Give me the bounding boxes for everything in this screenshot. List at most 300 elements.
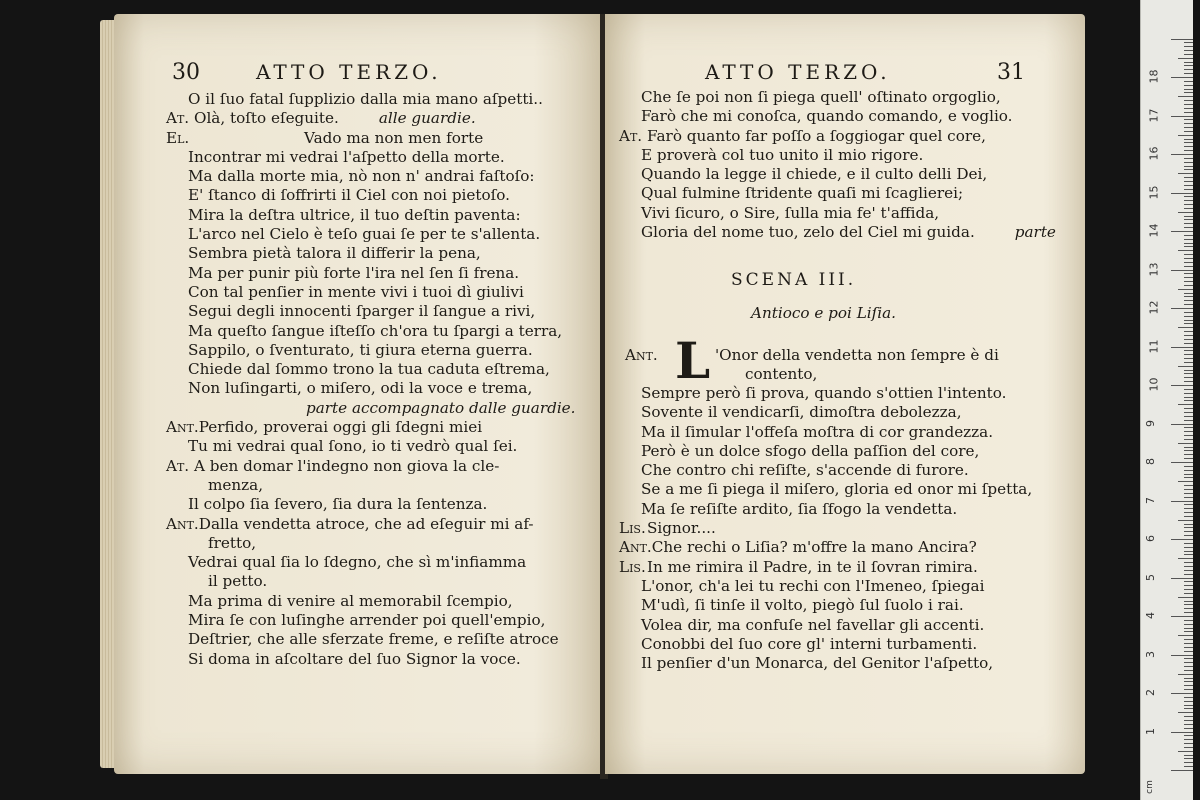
ruler-number: 13	[1147, 262, 1161, 276]
ruler-number: 6	[1144, 535, 1157, 542]
ruler-tick	[1184, 427, 1193, 428]
speaker-label: At.	[619, 126, 643, 145]
ruler-tick	[1184, 362, 1193, 363]
speaker-label: At.	[166, 109, 190, 128]
text-line	[166, 495, 576, 514]
page-number-left: 30	[172, 60, 200, 85]
ruler-tick	[1178, 58, 1193, 59]
ruler-tick	[1184, 485, 1193, 486]
ruler-tick	[1171, 308, 1193, 309]
ruler-number: 10	[1147, 377, 1161, 392]
ruler-tick	[1184, 89, 1193, 90]
ruler-tick	[1184, 343, 1193, 344]
ruler-number: 3	[1144, 650, 1157, 658]
text-line	[166, 264, 576, 283]
speaker-label: Ant.	[166, 514, 199, 533]
ruler-tick	[1184, 323, 1193, 324]
ruler-tick	[1184, 146, 1193, 147]
ruler-tick	[1178, 597, 1193, 598]
verse-text: O il ſuo fatal ſupplizio dalla mia mano aſpetti..	[188, 90, 543, 108]
ruler-tick	[1184, 681, 1193, 682]
ruler-tick	[1184, 639, 1193, 640]
scene-persons: Antioco e poi Liſia.	[751, 304, 897, 322]
ruler-tick	[1184, 108, 1193, 109]
ruler-tick	[1184, 177, 1193, 178]
text-line	[619, 616, 1032, 635]
ruler-tick	[1184, 512, 1193, 513]
ruler-tick	[1184, 516, 1193, 517]
ruler-tick	[1178, 404, 1193, 405]
ruler-tick	[1184, 547, 1193, 548]
ruler-tick	[1184, 320, 1193, 321]
verse-text: Volea dir, ma confuſe nel favellar gli accenti.	[641, 615, 985, 634]
ruler-tick	[1184, 435, 1193, 436]
text-line	[166, 476, 576, 495]
verse-text: Il penſier d'un Monarca, del Genitor l'aſpetto,	[641, 654, 994, 673]
ruler-tick	[1184, 454, 1193, 455]
ruler-tick	[1184, 554, 1193, 555]
ruler-number: 18	[1147, 69, 1161, 84]
ruler-tick	[1184, 447, 1193, 448]
ruler-tick	[1184, 69, 1193, 70]
verse-text: parte accompagnato dalle guardie.	[306, 398, 576, 417]
ruler-tick	[1184, 119, 1193, 120]
ruler-tick	[1184, 728, 1193, 729]
page-header-left: ATTO TERZO.	[256, 60, 442, 84]
ruler-tick	[1184, 589, 1193, 590]
ruler-tick	[1171, 616, 1193, 617]
ruler-tick	[1178, 481, 1193, 482]
ruler-tick	[1184, 158, 1193, 159]
ruler-tick	[1184, 127, 1193, 128]
verse-text: Segui degli innocenti ſparger il ſangue a rivi,	[188, 302, 536, 321]
ruler-tick	[1184, 196, 1193, 197]
ruler-tick	[1184, 724, 1193, 725]
text-line	[619, 88, 1056, 107]
ruler-tick	[1171, 39, 1193, 40]
ruler-tick	[1184, 123, 1193, 124]
text-line	[166, 225, 576, 244]
verse-text: Signor....	[647, 519, 716, 538]
ruler-tick	[1184, 162, 1193, 163]
ruler-tick	[1184, 277, 1193, 278]
ruler-tick	[1184, 239, 1193, 240]
text-line	[619, 223, 1056, 242]
text-line	[166, 399, 576, 418]
ruler-tick	[1184, 531, 1193, 532]
text-line	[619, 442, 1032, 461]
ruler-tick	[1171, 578, 1193, 579]
verse-text: Che rechi o Liſia? m'offre la mano Ancira?	[651, 538, 977, 557]
ruler-tick	[1184, 504, 1193, 505]
ruler-tick	[1184, 227, 1193, 228]
ruler-tick	[1184, 658, 1193, 659]
ruler-number: 15	[1147, 185, 1161, 199]
text-line	[619, 384, 1032, 403]
text-line	[166, 630, 576, 649]
ruler-tick	[1178, 289, 1193, 290]
verse-text: E proverà col tuo unito il mio rigore.	[641, 145, 924, 164]
ruler-tick	[1184, 370, 1193, 371]
ruler-tick	[1184, 535, 1193, 536]
verse-text: M'udì, ſi tinſe il volto, piegò ſul ſuolo i rai.	[641, 596, 964, 615]
ruler-number: 17	[1147, 108, 1161, 122]
ruler-tick	[1184, 585, 1193, 586]
text-line	[166, 322, 576, 341]
ruler-tick	[1184, 335, 1193, 336]
ruler-tick	[1184, 450, 1193, 451]
ruler-tick	[1184, 593, 1193, 594]
verse-text: Farò quanto far poſſo a ſoggiogar quel core,	[647, 126, 986, 145]
ruler-tick	[1171, 732, 1193, 733]
text-line	[619, 165, 1056, 184]
text-line	[619, 654, 1032, 673]
first-line: 'Onor della vendetta non ſempre è di	[715, 346, 999, 364]
ruler-tick	[1184, 628, 1193, 629]
text-line	[166, 186, 576, 205]
ruler-tick	[1184, 566, 1193, 567]
verse-text: Ma dalla morte mia, nò non n' andrai faſtoſo:	[188, 167, 535, 186]
ruler-number: 2	[1144, 689, 1157, 696]
ruler-tick	[1178, 250, 1193, 251]
ruler-tick	[1184, 185, 1193, 186]
text-line	[166, 302, 576, 321]
ruler-tick	[1184, 166, 1193, 167]
text-line	[619, 204, 1056, 223]
ruler-tick	[1184, 354, 1193, 355]
ruler-tick	[1184, 601, 1193, 602]
ruler-tick	[1184, 397, 1193, 398]
ruler-tick	[1184, 331, 1193, 332]
ruler-tick	[1184, 527, 1193, 528]
ruler-tick	[1184, 181, 1193, 182]
text-line	[166, 418, 576, 437]
text-line	[166, 109, 576, 128]
ruler-tick	[1171, 655, 1193, 656]
ruler-tick	[1184, 169, 1193, 170]
ruler-tick	[1184, 223, 1193, 224]
verse-text: A ben domar l'indegno non giova la cle-	[194, 456, 500, 475]
ruler-tick	[1184, 393, 1193, 394]
ruler-tick	[1184, 81, 1193, 82]
ruler-tick	[1184, 416, 1193, 417]
open-book	[100, 14, 1090, 782]
text-line	[166, 360, 576, 379]
ruler-tick	[1171, 347, 1193, 348]
verse-text: Sembra pietà talora il differir la pena,	[188, 244, 481, 263]
ruler-tick	[1184, 285, 1193, 286]
ruler-tick	[1178, 327, 1193, 328]
text-line	[166, 515, 576, 534]
ruler-tick	[1184, 624, 1193, 625]
ruler-tick	[1184, 562, 1193, 563]
ruler-tick	[1184, 139, 1193, 140]
text-line	[166, 90, 576, 109]
verse-text: Ma queſto ſangue iſteſſo ch'ora tu ſpargi a terra,	[188, 321, 563, 340]
drop-cap: L	[675, 331, 711, 390]
ruler-tick	[1184, 293, 1193, 294]
speaker-label: Lis.	[619, 519, 646, 538]
ruler-tick	[1184, 604, 1193, 605]
verse-text: Ma il ſimular l'offeſa moſtra di cor grandezza.	[641, 422, 994, 441]
ruler-tick	[1184, 266, 1193, 267]
ruler-tick	[1178, 674, 1193, 675]
scene-title: SCENA III.	[731, 270, 857, 290]
ruler-tick	[1184, 608, 1193, 609]
verse-text: Olà, toſto eſeguite.	[194, 109, 339, 128]
ruler-tick	[1184, 350, 1193, 351]
verse-text: Gloria del nome tuo, zelo del Ciel mi guida.	[641, 223, 975, 242]
text-line	[166, 592, 576, 611]
verse-text: il petto.	[208, 572, 268, 591]
ruler-tick	[1184, 258, 1193, 259]
text-line	[166, 650, 576, 669]
ruler-tick	[1184, 46, 1193, 47]
ruler-tick	[1184, 458, 1193, 459]
speaker-label: At.	[166, 456, 190, 475]
verse-text: Sappilo, o ſventurato, ti giura eterna guerra.	[188, 340, 533, 359]
verse-text: Se a me ſi piega il miſero, gloria ed onor mi ſpetta,	[641, 480, 1033, 499]
ruler-number: 5	[1144, 573, 1157, 581]
ruler-tick	[1178, 520, 1193, 521]
ruler-tick	[1184, 420, 1193, 421]
ruler-tick	[1184, 400, 1193, 401]
ruler-tick	[1184, 216, 1193, 217]
ruler-number: 12	[1147, 300, 1161, 315]
verse-text: Ma ſe reſiſte ardito, ſia ſfogo la vendetta.	[641, 499, 958, 518]
ruler-tick	[1184, 189, 1193, 190]
ruler-number: 7	[1144, 496, 1157, 504]
text-line	[619, 184, 1056, 203]
ruler-tick	[1184, 204, 1193, 205]
text-line	[166, 341, 576, 360]
ruler-number: 8	[1144, 458, 1157, 465]
ruler-tick	[1184, 42, 1193, 43]
verse-text: Chiede dal ſommo trono la tua caduta eſtrema,	[188, 360, 550, 379]
ruler-tick	[1171, 770, 1193, 771]
ruler-tick	[1184, 50, 1193, 51]
ruler-tick	[1184, 705, 1193, 706]
ruler-tick	[1184, 612, 1193, 613]
ruler-tick	[1184, 150, 1193, 151]
ruler-tick	[1178, 558, 1193, 559]
ruler-tick	[1178, 366, 1193, 367]
speaker-ant: Ant.	[625, 346, 658, 364]
ruler-tick	[1184, 439, 1193, 440]
ruler-tick	[1178, 635, 1193, 636]
speaker-label: El.	[166, 128, 190, 147]
ruler-tick	[1184, 708, 1193, 709]
ruler-tick	[1184, 235, 1193, 236]
verse-text: Incontrar mi vedrai l'aſpetto della morte.	[188, 147, 505, 166]
ruler-tick	[1184, 431, 1193, 432]
ruler-number: 9	[1144, 419, 1157, 427]
ruler-tick	[1184, 662, 1193, 663]
ruler-tick	[1184, 373, 1193, 374]
ruler-tick	[1178, 443, 1193, 444]
ruler-tick	[1184, 678, 1193, 679]
verse-text: Il colpo ſia ſevero, ſia dura la ſentenza.	[188, 495, 488, 514]
verse-text: Quando la legge il chiede, e il culto delli Dei,	[641, 165, 988, 184]
verse-text: Non luſingarti, o miſero, odi la voce e trema,	[188, 379, 533, 398]
ruler-tick	[1184, 200, 1193, 201]
ruler-tick	[1184, 643, 1193, 644]
ruler-tick	[1184, 697, 1193, 698]
ruler-number: 14	[1147, 223, 1161, 238]
verse-text: L'onor, ch'a lei tu rechi con l'Imeneo, ſpiegai	[641, 576, 985, 595]
text-line	[619, 423, 1032, 442]
ruler-tick	[1184, 312, 1193, 313]
text-line	[619, 519, 1032, 538]
ruler-tick	[1178, 212, 1193, 213]
text-line	[619, 146, 1056, 165]
ruler-tick	[1184, 339, 1193, 340]
text-line	[619, 596, 1032, 615]
stage-direction: alle guardie.	[378, 109, 476, 128]
verse-text: Però è un dolce sfogo della paſſion del core,	[641, 441, 980, 460]
ruler-tick	[1184, 508, 1193, 509]
verse-text: E' ſtanco di ſoffrirti il Ciel con noi pietoſo.	[188, 186, 510, 205]
ruler-tick	[1171, 462, 1193, 463]
page-number-right: 31	[997, 60, 1025, 85]
ruler-tick	[1184, 377, 1193, 378]
verse-text: Si doma in aſcoltare del ſuo Signor la voce.	[188, 649, 521, 668]
ruler-tick	[1184, 570, 1193, 571]
measuring-ruler	[1140, 0, 1193, 800]
right-page	[605, 14, 1085, 774]
ruler-tick	[1184, 524, 1193, 525]
ruler-tick	[1184, 316, 1193, 317]
ruler-tick	[1171, 270, 1193, 271]
ruler-tick	[1184, 92, 1193, 93]
verse-text: Con tal penſier in mente vivi i tuoi dì giulivi	[188, 282, 524, 301]
ruler-tick	[1184, 747, 1193, 748]
text-line	[166, 148, 576, 167]
ruler-tick	[1178, 173, 1193, 174]
text-line	[166, 553, 576, 572]
ruler-tick	[1184, 304, 1193, 305]
verse-text: Farò che mi conoſca, quando comando, e voglio.	[641, 107, 1013, 126]
text-line	[166, 457, 576, 476]
text-line	[619, 577, 1032, 596]
ruler-tick	[1184, 758, 1193, 759]
verse-text: Tu mi vedrai qual ſono, io ti vedrò qual ſei.	[188, 437, 518, 456]
speaker-label: Ant.	[166, 418, 199, 437]
ruler-tick	[1184, 100, 1193, 101]
verse-text: Che ſe poi non ſi piega quell' oſtinato orgoglio,	[641, 88, 1001, 106]
ruler-tick	[1184, 493, 1193, 494]
text-line	[166, 129, 576, 148]
ruler-tick	[1184, 631, 1193, 632]
ruler-tick	[1184, 381, 1193, 382]
ruler-unit: cm	[1144, 780, 1155, 794]
text-line	[166, 534, 576, 553]
verse-text: L'arco nel Cielo è teſo guai ſe per te s'allenta.	[188, 225, 541, 244]
text-line	[166, 379, 576, 398]
ruler-tick	[1184, 296, 1193, 297]
ruler-tick	[1184, 666, 1193, 667]
ruler-tick	[1178, 96, 1193, 97]
stage-direction: parte	[1014, 223, 1056, 242]
ruler-tick	[1184, 735, 1193, 736]
verse-text: Ma per punir più forte l'ira nel ſen ſi frena.	[188, 263, 520, 282]
ruler-tick	[1171, 385, 1193, 386]
verse-text: Conobbi del ſuo core gl' interni turbamenti.	[641, 634, 978, 653]
ruler-tick	[1171, 193, 1193, 194]
ruler-tick	[1184, 104, 1193, 105]
ruler-tick	[1184, 701, 1193, 702]
ruler-tick	[1184, 470, 1193, 471]
text-line	[166, 437, 576, 456]
ruler-tick	[1171, 539, 1193, 540]
ruler-tick	[1184, 670, 1193, 671]
left-page	[114, 14, 602, 774]
ruler-tick	[1184, 408, 1193, 409]
text-line	[166, 572, 576, 591]
ruler-tick	[1184, 389, 1193, 390]
verse-text: Perfido, proverai oggi gli ſdegni miei	[198, 418, 483, 437]
ruler-number: 16	[1147, 146, 1161, 161]
ruler-tick	[1184, 262, 1193, 263]
ruler-tick	[1184, 208, 1193, 209]
ruler-number: 4	[1144, 612, 1157, 619]
text-line	[619, 558, 1032, 577]
ruler-tick	[1184, 112, 1193, 113]
ruler-tick	[1184, 716, 1193, 717]
first-line-cont: contento,	[745, 365, 818, 383]
text-line	[619, 500, 1032, 519]
ruler-tick	[1178, 135, 1193, 136]
ruler-tick	[1184, 489, 1193, 490]
ruler-tick	[1184, 574, 1193, 575]
ruler-tick	[1171, 501, 1193, 502]
verse-text: Mira la deſtra ultrice, il tuo deſtin paventa:	[188, 205, 521, 224]
ruler-tick	[1184, 466, 1193, 467]
text-line	[619, 403, 1032, 422]
ruler-tick	[1184, 651, 1193, 652]
verse-text: In me rimira il Padre, in te il ſovran rimira.	[647, 557, 978, 576]
ruler-tick	[1184, 281, 1193, 282]
verse-text: Che contro chi reſiſte, s'accende di furore.	[641, 461, 969, 480]
text-line	[166, 244, 576, 263]
ruler-tick	[1171, 424, 1193, 425]
verse-text: Deſtrier, che alle sferzate freme, e reſiſte atroce	[188, 630, 559, 649]
ruler-tick	[1184, 62, 1193, 63]
right-top-text-block	[619, 88, 1056, 242]
ruler-tick	[1184, 743, 1193, 744]
ruler-tick	[1184, 543, 1193, 544]
ruler-tick	[1184, 412, 1193, 413]
verse-text: menza,	[208, 475, 264, 494]
ruler-tick	[1184, 358, 1193, 359]
ruler-tick	[1184, 620, 1193, 621]
ruler-tick	[1184, 246, 1193, 247]
ruler-tick	[1184, 762, 1193, 763]
ruler-tick	[1184, 755, 1193, 756]
verse-text: Vivi ſicuro, o Sire, ſulla mia fe' t'affida,	[641, 203, 940, 222]
text-line	[166, 206, 576, 225]
verse-text: Sovente il vendicarſi, dimoſtra debolezza,	[641, 403, 962, 422]
verse-text: Qual fulmine ſtridente quaſi mi ſcaglierei;	[641, 184, 964, 203]
ruler-tick	[1171, 154, 1193, 155]
right-bottom-text-block	[619, 384, 1032, 673]
text-line	[166, 167, 576, 186]
text-line	[166, 283, 576, 302]
text-line	[166, 611, 576, 630]
text-line	[619, 107, 1056, 126]
verse-text: Mira ſe con luſinghe arrender poi quell'empio,	[188, 611, 546, 630]
ruler-tick	[1184, 739, 1193, 740]
